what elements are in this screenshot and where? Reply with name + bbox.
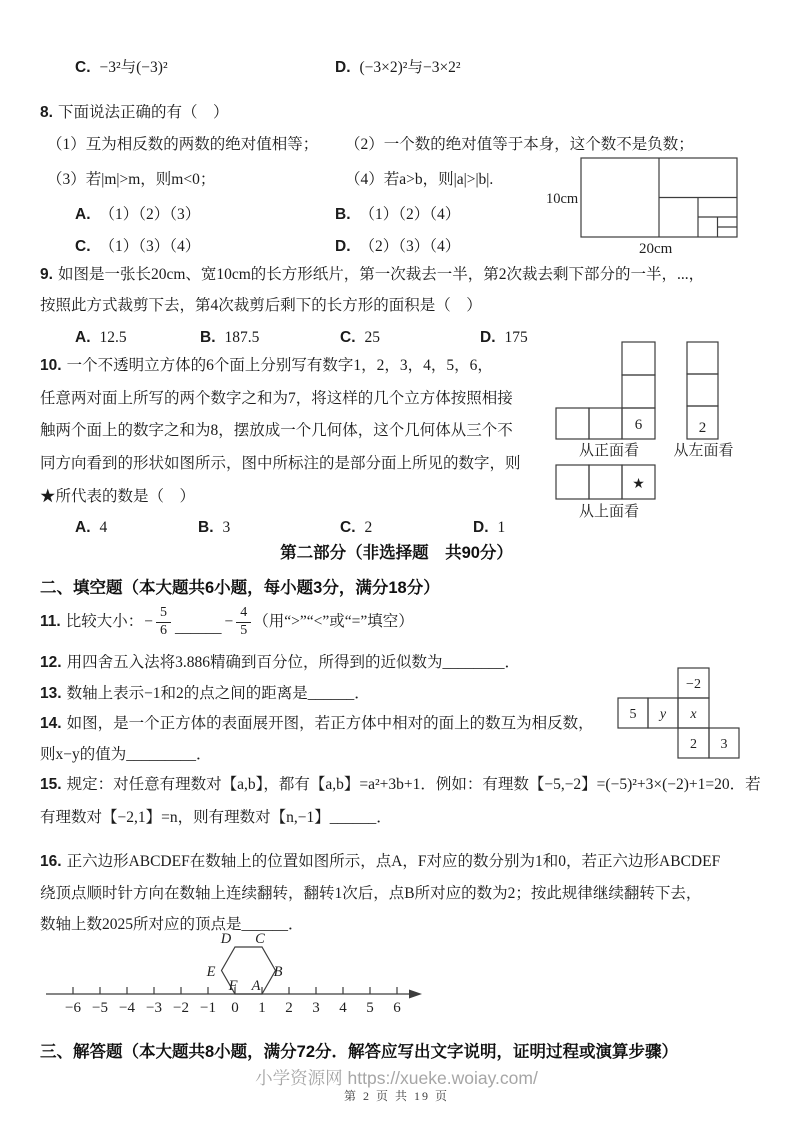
q12: [40, 653, 520, 672]
q8-statement-4: （4）若a>b，则|a|>|b|.: [345, 171, 494, 188]
rect-width-label: 20cm: [639, 241, 673, 257]
q13-number: 13.: [40, 685, 62, 702]
q10-line2: 任意两对面上所写的两个数字之和为7，将这样的几个立方体按照相接: [40, 390, 513, 407]
left-cell-2: [687, 374, 718, 406]
q9-option-c-text: 25: [364, 329, 380, 346]
q14-line2: 则x−y的值为_________．: [40, 746, 212, 763]
q11-fraction-1-denominator: 6: [159, 622, 167, 638]
hexagon-vertex-e: E: [206, 964, 216, 980]
tick-label: −6: [65, 1000, 81, 1016]
hexagon-vertex-f: F: [228, 978, 238, 994]
q14-line1-text: 如图，是一个正方体的表面展开图，若正方体中相对的面上的数互为相反数，: [66, 715, 594, 732]
q8-option-b: [335, 205, 460, 224]
net-value-5: 5: [629, 707, 637, 722]
q15-line2: 有理数对【−2,1】=n，则有理数对【n,−1】______．: [40, 809, 392, 826]
q11-fraction-1-numerator: 5: [156, 605, 171, 622]
cube-net-diagram: [612, 655, 752, 765]
net-value-3: 3: [720, 737, 728, 752]
hexagon-numberline-diagram: [30, 928, 450, 1020]
q15-line1-text: 规定：对任意有理数对【a,b】，都有【a,b】=a²+3b+1．例如：有理数【−5,−2】=(−5)²+3×(−2)+1=20．若: [66, 776, 761, 793]
rect-height-label: 10cm: [546, 191, 579, 207]
q10-option-b: [198, 518, 230, 537]
hexagon-vertex-d: D: [220, 931, 232, 947]
q8-option-c: [75, 237, 200, 256]
q8-statement-2: （2）一个数的绝对值等于本身，这个数不是负数；: [345, 136, 694, 153]
q14-line1: [40, 714, 594, 733]
q16-line1-text: 正六边形ABCDEF在数轴上的位置如图所示，点A，F对应的数分别为1和0，若正六边形ABCDEF: [66, 853, 721, 870]
q12-text: 用四舍五入法将3.886精确到百分位，所得到的近似数为________．: [66, 654, 520, 671]
q9-option-d-text: 175: [504, 329, 528, 346]
q10-option-a-label: A.: [75, 519, 91, 536]
left-view-label: 从左面看: [673, 443, 734, 459]
q8-option-c-text: （1）（3）（4）: [99, 238, 201, 255]
q8-option-b-text: （1）（2）（4）: [359, 206, 461, 223]
q13: [40, 684, 370, 703]
q7-option-d: [335, 58, 461, 77]
q11-prefix: 比较大小：: [65, 613, 144, 631]
q7-option-c-label: C.: [75, 59, 91, 76]
front-cell-5: [622, 375, 655, 408]
rectangle-cut-lines: [581, 158, 737, 237]
q11: [40, 604, 414, 640]
tick-label: 3: [312, 1000, 320, 1016]
q16-line2: 绕顶点顺时针方向在数轴上连续翻转，翻转1次后，点B所对应的数为2；按此规律继续翻转下去，: [40, 885, 702, 902]
q10-option-d-text: 1: [497, 519, 506, 536]
q11-minus-2: −: [224, 613, 234, 631]
q9-line1: [40, 265, 704, 284]
q10-option-b-label: B.: [198, 519, 214, 536]
tick-label: 5: [366, 1000, 374, 1016]
q10-number: 10.: [40, 357, 62, 374]
q10-option-a-text: 4: [99, 519, 108, 536]
q9-option-d-label: D.: [480, 329, 496, 346]
front-view-number: 6: [634, 417, 643, 433]
q8-statement-1: （1）互为相反数的两数的绝对值相等；: [47, 136, 319, 153]
q9-option-c: [340, 328, 380, 347]
top-view: [556, 465, 655, 520]
top-cell-2: [589, 465, 622, 499]
q11-fraction-1: [156, 605, 171, 638]
q9-option-b-text: 187.5: [224, 329, 260, 346]
tick-label: 6: [393, 1000, 401, 1016]
q16-number: 16.: [40, 853, 62, 870]
net-value-2: 2: [690, 737, 697, 752]
top-view-label: 从上面看: [578, 504, 640, 520]
q15-number: 15.: [40, 776, 62, 793]
q11-answer-blank: ______: [174, 618, 222, 636]
q10-option-a: [75, 518, 107, 537]
tick-label: −1: [200, 1000, 216, 1016]
tick-label: 4: [339, 1000, 347, 1016]
tick-label: −3: [146, 1000, 162, 1016]
q11-number: 11.: [40, 613, 61, 631]
tick-label: −2: [173, 1000, 189, 1016]
left-cell-1: [687, 342, 718, 374]
q10-line1-text: 一个不透明立方体的6个面上分别写有数字1，2，3，4，5，6，: [66, 357, 493, 374]
q8-option-a: [75, 205, 200, 224]
q8-statement-3: （3）若|m|>m，则m<0；: [47, 171, 216, 188]
q12-number: 12.: [40, 654, 62, 671]
net-value-x: x: [690, 707, 697, 722]
hexagon-vertex-c: C: [255, 931, 265, 947]
q9-option-a-label: A.: [75, 329, 91, 346]
front-cell-1: [556, 408, 589, 439]
q10-option-b-text: 3: [222, 519, 231, 536]
hexagon: [206, 931, 283, 994]
axis-arrow: [409, 990, 422, 999]
tick-label: 0: [231, 1000, 239, 1016]
q15-line1: [40, 775, 761, 794]
part2-heading: 第二部分（非选择题 共90分）: [280, 544, 513, 562]
q8-option-a-text: （1）（2）（3）: [99, 206, 201, 223]
q9-option-b-label: B.: [200, 329, 216, 346]
tick-label: 1: [258, 1000, 266, 1016]
top-cell-1: [556, 465, 589, 499]
three-views-diagram: [550, 335, 790, 525]
q16-line3: 数轴上数2025所对应的顶点是______．: [40, 916, 304, 933]
q7-option-c: [75, 58, 168, 77]
q16-line1: [40, 852, 720, 871]
net-value-top: −2: [686, 677, 701, 692]
q8-number: 8.: [40, 104, 53, 121]
rectangle-cut-diagram: [540, 145, 790, 260]
q8-option-d: [335, 237, 460, 256]
q8-option-c-label: C.: [75, 238, 91, 255]
q10-line4: 同方向看到的形状如图所示，图中所标注的是部分面上所见的数字，则: [40, 455, 521, 472]
tick-label: −5: [92, 1000, 108, 1016]
q9-number: 9.: [40, 266, 53, 283]
q8-stem: [40, 103, 228, 122]
front-cell-4: [622, 342, 655, 375]
q8-stem-text: 下面说法正确的有（ ）: [57, 104, 229, 121]
q14-number: 14.: [40, 715, 62, 732]
q7-option-d-label: D.: [335, 59, 351, 76]
q7-option-c-text: −3²与(−3)²: [99, 59, 168, 76]
tick-label: 2: [285, 1000, 293, 1016]
q9-option-d: [480, 328, 528, 347]
left-view-number: 2: [698, 420, 707, 436]
q7-option-d-text: (−3×2)²与−3×2²: [359, 59, 461, 76]
q10-option-c-label: C.: [340, 519, 356, 536]
q11-fraction-2-denominator: 5: [240, 622, 248, 638]
front-view-label: 从正面看: [578, 443, 640, 459]
q10-line1: [40, 356, 493, 375]
q8-option-b-label: B.: [335, 206, 351, 223]
left-view: [673, 342, 733, 459]
q11-minus-1: −: [144, 613, 153, 631]
q13-text: 数轴上表示−1和2的点之间的距离是______．: [66, 685, 370, 702]
q11-suffix: （用“>”“<”或“=”填空）: [253, 613, 414, 631]
watermark: 小学资源网 https://xueke.woiay.com/: [255, 1068, 538, 1088]
q10-line3: 触两个面上的数字之和为8，摆放成一个几何体，这个几何体从三个不: [40, 422, 513, 439]
q8-option-a-label: A.: [75, 206, 91, 223]
q9-option-b: [200, 328, 259, 347]
section3-heading: 三、解答题（本大题共8小题，满分72分．解答应写出文字说明，证明过程或演算步骤）: [40, 1043, 679, 1061]
q8-option-d-label: D.: [335, 238, 351, 255]
q9-line1-text: 如图是一张长20cm、宽10cm的长方形纸片，第一次裁去一半，第2次裁去剩下部分的一半，...，: [57, 266, 705, 283]
tick-label: −4: [119, 1000, 135, 1016]
q11-fraction-2-numerator: 4: [236, 605, 251, 622]
q9-option-a: [75, 328, 127, 347]
q10-option-c: [340, 518, 372, 537]
q10-line5: ★所代表的数是（ ）: [40, 488, 196, 505]
q9-line2: 按照此方式裁剪下去，第4次裁剪后剩下的长方形的面积是（ ）: [40, 297, 482, 314]
top-view-star: ★: [632, 477, 645, 492]
q9-option-a-text: 12.5: [99, 329, 127, 346]
hexagon-vertex-a: A: [251, 978, 261, 994]
q8-option-d-text: （2）（3）（4）: [359, 238, 461, 255]
q9-option-c-label: C.: [340, 329, 356, 346]
page-number: 第 2 页 共 19 页: [343, 1089, 449, 1103]
net-value-y: y: [659, 707, 667, 722]
q10-option-c-text: 2: [364, 519, 373, 536]
q11-fraction-2: [236, 605, 251, 638]
front-view: [556, 342, 655, 459]
hexagon-vertex-b: B: [273, 964, 283, 980]
section2-heading: 二、填空题（本大题共6小题，每小题3分，满分18分）: [40, 579, 440, 597]
front-cell-2: [589, 408, 622, 439]
q10-option-d: [473, 518, 505, 537]
q10-option-d-label: D.: [473, 519, 489, 536]
